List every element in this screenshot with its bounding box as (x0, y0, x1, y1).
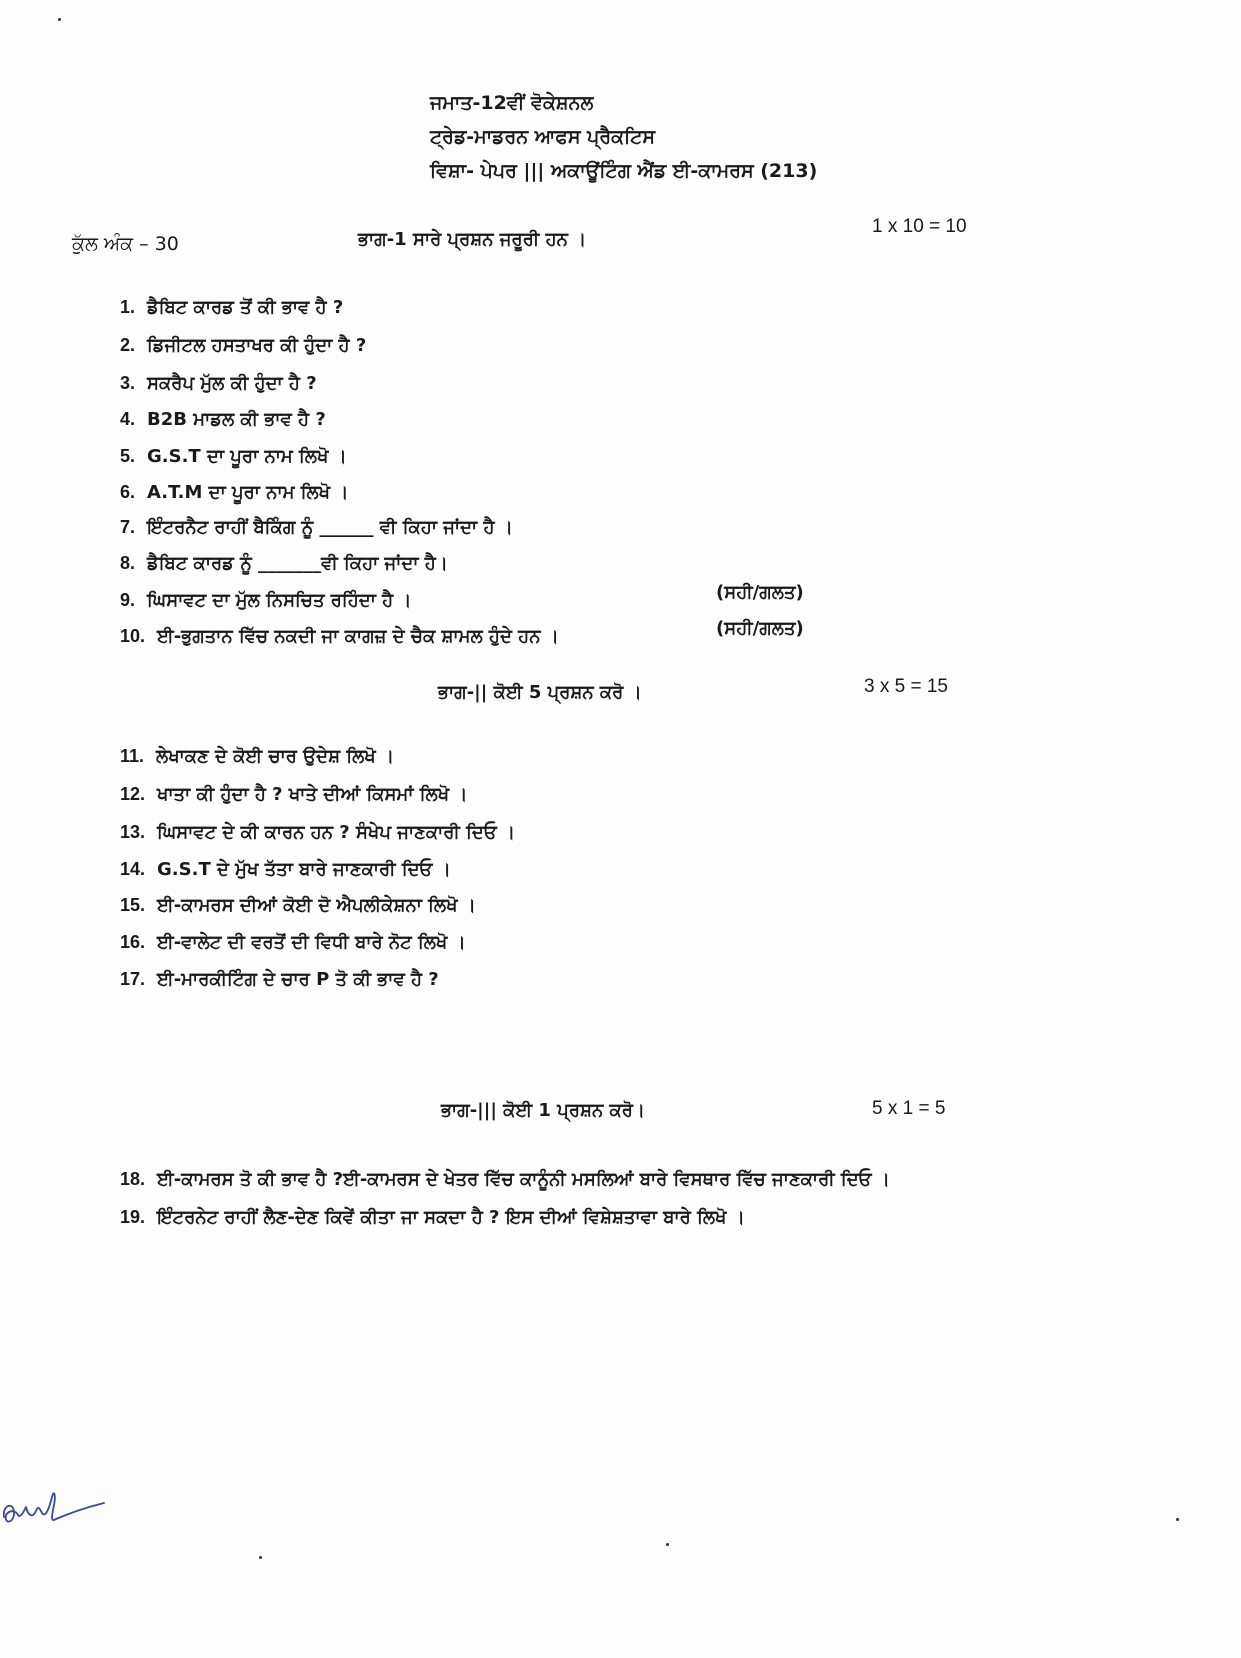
scan-speck (666, 1543, 669, 1546)
question-number: 12. (120, 784, 146, 804)
question-item (120, 409, 326, 430)
part1-marks: 1 x 10 = 10 (872, 216, 967, 237)
question-number: 1. (120, 297, 136, 317)
part3-marks: 5 x 1 = 5 (872, 1098, 946, 1119)
trade-line: ਟ੍ਰੇਡ-ਮਾਡਰਨ ਆਫਸ ਪ੍ਰੈਕਟਿਸ (430, 126, 656, 148)
question-text: ਈ-ਕਾਮਰਸ ਦੀਆਂ ਕੋਈ ਦੋ ਐਪਲੀਕੇਸ਼ਨਾ ਲਿਖੋ । (157, 895, 476, 916)
question-text: ਡੈਬਿਟ ਕਾਰਡ ਨੂੰ _______ਵੀ ਕਿਹਾ ਜਾਂਦਾ ਹੈ। (147, 553, 448, 574)
part2-marks: 3 x 5 = 15 (864, 676, 948, 697)
question-number: 19. (120, 1207, 146, 1227)
question-text: ਇੰਟਰਨੇਟ ਰਾਹੀਂ ਲੈਣ-ਦੇਣ ਕਿਵੇਂ ਕੀਤਾ ਜਾ ਸਕਦਾ ਹੈ ? ਇਸ ਦੀਆਂ ਵਿਸ਼ੇਸ਼ਤਾਵਾ ਬਾਰੇ ਲਿਖੋ । (157, 1207, 745, 1228)
question-text: G.S.T ਦਾ ਪੂਰਾ ਨਾਮ ਲਿਖੋ । (147, 446, 347, 467)
part1-title: ਭਾਗ-1 ਸਾਰੇ ਪ੍ਰਸ਼ਨ ਜਰੂਰੀ ਹਨ । (358, 229, 587, 250)
question-item (120, 784, 468, 805)
question-item (120, 517, 513, 538)
question-number: 15. (120, 895, 146, 915)
question-item (120, 553, 448, 574)
question-number: 11. (120, 746, 145, 766)
question-number: 7. (120, 517, 136, 537)
question-number: 18. (120, 1169, 146, 1189)
question-text: ਘਿਸਾਵਟ ਦਾ ਮੁੱਲ ਨਿਸਚਿਤ ਰਹਿੰਦਾ ਹੈ । (147, 590, 412, 611)
question-number: 4. (120, 409, 136, 429)
question-number: 14. (120, 859, 146, 879)
question-number: 2. (120, 335, 136, 355)
question-text: ਘਿਸਾਵਟ ਦੇ ਕੀ ਕਾਰਨ ਹਨ ? ਸੰਖੇਪ ਜਾਣਕਾਰੀ ਦਿਓ । (157, 822, 516, 843)
question-item (120, 297, 343, 318)
subject-line: ਵਿਸ਼ਾ- ਪੇਪਰ ||| ਅਕਾਊਂਟਿੰਗ ਐਂਡ ਈ-ਕਾਮਰਸ (213) (430, 160, 818, 182)
question-item (120, 590, 412, 611)
question-number: 6. (120, 482, 136, 502)
question-number: 16. (120, 932, 146, 952)
question-text: ਈ-ਵਾਲੇਟ ਦੀ ਵਰਤੋਂ ਦੀ ਵਿਧੀ ਬਾਰੇ ਨੋਟ ਲਿਖੋ । (157, 932, 466, 953)
question-item (120, 482, 348, 503)
question-number: 3. (120, 373, 136, 393)
question-text: B2B ਮਾਡਲ ਕੀ ਭਾਵ ਹੈ ? (147, 409, 326, 430)
part2-title: ਭਾਗ-|| ਕੋਈ 5 ਪ੍ਰਸ਼ਨ ਕਰੋ । (438, 682, 642, 703)
question-text: ਖਾਤਾ ਕੀ ਹੁੰਦਾ ਹੈ ? ਖਾਤੇ ਦੀਆਂ ਕਿਸਮਾਂ ਲਿਖੋ । (157, 784, 468, 805)
question-text: ਲੇਖਾਕਣ ਦੇ ਕੋਈ ਚਾਰ ਉਦੇਸ਼ ਲਿਖੋ । (156, 746, 395, 767)
question-item (120, 932, 466, 953)
question-item (120, 626, 559, 647)
question-number: 9. (120, 590, 136, 610)
question-item (120, 1169, 890, 1190)
scan-speck (259, 1556, 262, 1559)
question-text: ਸਕਰੈਪ ਮੁੱਲ ਕੀ ਹੁੰਦਾ ਹੈ ? (147, 373, 317, 394)
question-number: 17. (120, 969, 146, 989)
question-number: 8. (120, 553, 136, 573)
question-number: 13. (120, 822, 146, 842)
question-text: ਈ-ਭੁਗਤਾਨ ਵਿੱਚ ਨਕਦੀ ਜਾ ਕਾਗਜ਼ ਦੇ ਚੈਕ ਸ਼ਾਮਲ ਹੁੰਦੇ ਹਨ । (157, 626, 559, 647)
question-text: ਇੰਟਰਨੈਟ ਰਾਹੀਂ ਬੈਕਿੰਗ ਨੂੰ ______ ਵੀ ਕਿਹਾ ਜਾਂਦਾ ਹੈ । (147, 517, 513, 538)
total-marks: ਕੁੱਲ ਅੰਕ – 30 (72, 233, 179, 255)
question-item (120, 859, 451, 880)
question-item (120, 746, 394, 767)
question-text: ਈ-ਮਾਰਕੀਟਿੰਗ ਦੇ ਚਾਰ P ਤੋ ਕੀ ਭਾਵ ਹੈ ? (157, 969, 439, 990)
handwritten-signature (0, 1475, 120, 1545)
question-number: 10. (120, 626, 146, 646)
question-item (120, 335, 366, 356)
question-text: ਡਿਜੀਟਲ ਹਸਤਾਖਰ ਕੀ ਹੁੰਦਾ ਹੈ ? (147, 335, 367, 356)
question-item (120, 822, 515, 843)
question-item (120, 373, 317, 394)
true-false-tag: (ਸਹੀ/ਗਲਤ) (716, 582, 804, 603)
question-item (120, 1207, 745, 1228)
scan-speck (58, 18, 61, 21)
true-false-tag: (ਸਹੀ/ਗਲਤ) (716, 618, 804, 639)
class-line: ਜਮਾਤ-12ਵੀਂ ਵੋਕੇਸ਼ਨਲ (430, 92, 594, 114)
question-item (120, 446, 347, 467)
question-text: ਈ-ਕਾਮਰਸ ਤੋ ਕੀ ਭਾਵ ਹੈ ?ਈ-ਕਾਮਰਸ ਦੇ ਖੇਤਰ ਵਿੱਚ ਕਾਨੂੰਨੀ ਮਸਲਿਆਂ ਬਾਰੇ ਵਿਸਥਾਰ ਵਿੱਚ ਜਾਣਕਾਰੀ ਦਿਓ । (157, 1169, 890, 1190)
question-text: ਡੈਬਿਟ ਕਾਰਡ ਤੋਂ ਕੀ ਭਾਵ ਹੈ ? (147, 297, 344, 318)
question-item (120, 895, 476, 916)
part3-title: ਭਾਗ-||| ਕੋਈ 1 ਪ੍ਰਸ਼ਨ ਕਰੋ। (441, 1100, 646, 1121)
question-number: 5. (120, 446, 136, 466)
question-text: G.S.T ਦੇ ਮੁੱਖ ਤੱਤਾ ਬਾਰੇ ਜਾਣਕਾਰੀ ਦਿਓ । (157, 859, 451, 880)
question-text: A.T.M ਦਾ ਪੂਰਾ ਨਾਮ ਲਿਖੋ । (147, 482, 349, 503)
scan-speck (1176, 1518, 1179, 1521)
question-item (120, 969, 439, 990)
